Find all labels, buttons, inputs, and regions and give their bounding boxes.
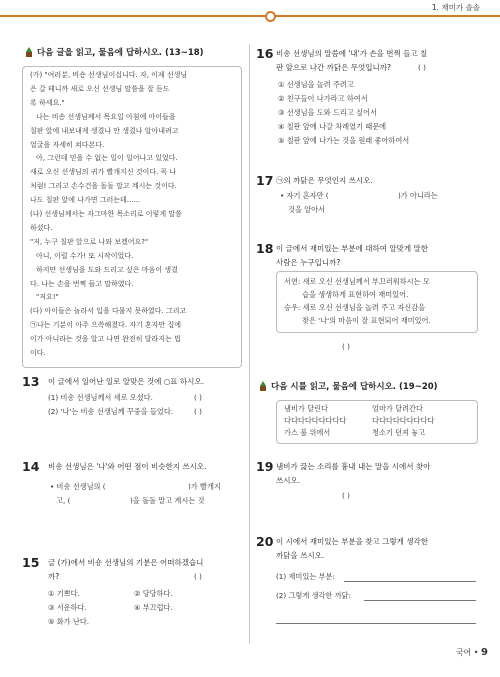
passage-line: "저요!" [36,293,59,302]
passage-line: 다. 나는 손을 번쩍 들고 말하였다. [30,279,134,288]
question-18-box-line-3: 승우: 새로 오신 선생님을 놀려 주고 자신감을 [284,303,426,312]
question-19-text-1: 냄비가 끓는 소리를 흉내 내는 말을 시에서 찾아 [276,462,431,471]
question-15-option-2[interactable]: ② 당당하다. [134,589,173,598]
question-15-option-5[interactable]: ⑤ 화가 난다. [48,617,90,626]
passage-line: 이가 아니라는 것을 알고 나면 완전히 달라지는 법 [30,335,181,344]
question-16-option-1[interactable]: ① 선생님을 놀려 주려고 [278,80,354,89]
section-2-heading [258,380,438,392]
question-17-line1-start: • 자기 혼자만 ( [280,191,329,200]
poem-left-line-3: 가스 불 위에서 [284,428,331,437]
passage-line: 아니, 이럴 수가! 또 시작이었다. [36,251,134,260]
question-20-answer-line-1[interactable] [344,581,476,582]
question-19-answer[interactable]: ( ) [342,491,350,500]
page-number: 9 [481,647,488,658]
question-15-option-3[interactable]: ③ 서운하다. [48,603,87,612]
chapter-title: 1. 재미가 솔솔 [431,3,480,12]
passage-line: 하셨다. [30,223,53,232]
question-15-option-4[interactable]: ④ 부끄럽다. [134,603,173,612]
question-19-text-2: 쓰시오. [276,476,301,485]
question-16-text-2: 판 앞으로 나간 까닭은 무엇입니까? [276,63,391,72]
question-13-item-1: (1) 비숑 선생님께서 새로 오셨다. [48,393,153,402]
section-1-heading [24,46,204,58]
pencil-icon [258,381,268,391]
question-18-box-line-2: 습을 생생하게 표현하여 재미있어. [302,290,409,299]
passage-line: 나는 비숑 선생님께서 목요일 아침에 아이들을 [36,112,176,121]
passage-line: ㉠나는 기분이 아주 으쓱해졌다. 자기 혼자만 집에 [30,321,182,330]
question-17-line1-end: )가 아니라는 [398,191,438,200]
question-18-text-1: 이 글에서 재미있는 부분에 대하여 알맞게 말한 [276,244,428,253]
passage-line: 록 하세요." [30,98,65,107]
question-16-option-5[interactable]: ⑤ 칠판 앞에 나가는 것을 원래 좋아하여서 [278,136,410,145]
question-20-text-1: 이 시에서 재미있는 부분을 찾고 그렇게 생각한 [276,537,428,546]
question-13-item-2: (2) '나'는 비숑 선생님께 꾸중을 들었다. [48,407,174,416]
question-18-text-2: 사람은 누구입니까? [276,258,341,267]
question-17-text: ㉠의 까닭은 무엇인지 쓰시오. [276,176,373,185]
poem-left-line-1: 냄비가 달린다 [284,404,328,413]
passage-line: 새로 오신 선생님의 귀가 빨개지신 것이다. 꼭 나 [30,168,177,177]
question-16-option-4[interactable]: ④ 칠판 앞에 나갈 차례였기 때문에 [278,122,387,131]
passage-line: 처럼! 그리고 손수건을 돌돌 말고 계시는 것이다. [30,182,177,191]
question-19-number: 19 [256,459,274,474]
footer-subject: 국어 [455,648,472,657]
question-20-answer-line-2[interactable] [364,600,476,601]
section-1-title: 다음 글을 읽고, 물음에 답하시오. (13~18) [37,48,204,58]
passage-line: 이다. [30,349,46,357]
header-rule [0,15,500,17]
poem-right-line-1: 엄마가 달려간다 [372,404,423,413]
question-20-sub-1: (1) 재미있는 부분: [276,572,335,581]
question-20-number: 20 [256,534,274,549]
question-18-answer[interactable]: ( ) [342,342,350,351]
passage-line: (다) 아이들은 놀라서 입을 다물지 못하였다. 그리고 [30,307,187,316]
question-13-answer-1[interactable]: ( ) [194,393,202,402]
passage-line: 하지만 선생님을 도와 드리고 싶은 마음이 생겼 [36,265,178,274]
header-dot [265,11,276,22]
question-14-line2-start: 고, ( [56,496,71,505]
passage-line: 아, 그런데 믿을 수 없는 일이 일어나고 있었다. [36,154,178,163]
question-14-line2-end: )을 돌돌 말고 계시는 것 [130,496,205,505]
question-13-answer-2[interactable]: ( ) [194,407,202,416]
question-16-option-2[interactable]: ② 친구들이 나가라고 하여서 [278,94,368,103]
question-15-number: 15 [22,555,40,570]
passage-line: 얼굴을 자세히 쳐다본다. [30,140,105,149]
poem-left-line-2: 다다다다다다다다다 [284,416,347,425]
passage-line: 칠판 앞에 내보내게 생겼나 안 생겼나 알아내려고 [30,126,179,135]
passage-line: (가) "여러분, 비숑 선생님이십니다. 자, 이제 선생님 [30,71,188,79]
passage-line: "저, 누구 칠판 앞으로 나와 보겠어요?" [30,237,149,246]
passage-line: (나) 선생님께서는 자그마한 목소리로 이렇게 말씀 [30,210,182,218]
pencil-icon [24,47,34,57]
question-14-line1-start: • 비숑 선생님의 ( [50,482,106,491]
question-15-option-1[interactable]: ① 기쁘다. [48,589,80,598]
question-17-number: 17 [256,173,274,188]
question-15-answer[interactable]: ( ) [194,572,202,581]
question-16-number: 16 [256,46,274,61]
column-divider [249,44,250,644]
section-2-title: 다음 시를 읽고, 물음에 답하시오. (19~20) [271,382,438,392]
question-20-text-2: 까닭을 쓰시오. [276,551,325,560]
question-18-number: 18 [256,241,274,256]
question-16-answer[interactable]: ( ) [418,63,426,72]
question-14-line1-end: )가 빨개지 [188,482,221,491]
passage-line: 은 갈 테니까 새로 오신 선생님 말씀을 잘 듣도 [30,84,170,93]
footer-separator: • [473,648,479,657]
question-14-text: 비숑 선생님은 '나'와 어떤 점이 비슷한지 쓰시오. [48,462,207,471]
passage-line: 나도 칠판 앞에 나가면 그러는데...... [30,196,141,205]
question-13-text: 이 글에서 일어난 일로 알맞은 것에 ○표 하시오. [48,377,205,386]
question-18-box-line-1: 서연: 새로 오신 선생님께서 부끄러워하시는 모 [284,277,430,286]
question-15-text-1: 글 (가)에서 비숑 선생님의 기분은 어떠하겠습니 [48,558,204,567]
question-18-box-line-4: 찾은 '나'의 마음이 잘 표현되어 재미있어. [302,316,431,325]
question-16-option-3[interactable]: ③ 선생님을 도와 드리고 싶어서 [278,108,377,117]
question-14-number: 14 [22,459,40,474]
question-13-number: 13 [22,374,40,389]
question-17-line2: 것을 알아서 [288,205,326,214]
page-footer [456,647,488,658]
poem-right-line-2: 다다다다다다다다다 [372,416,435,425]
question-15-text-2: 까? [48,572,60,581]
question-20-answer-line-3[interactable] [276,623,476,624]
question-16-text-1: 비숑 선생님의 말씀에 '내'가 손을 번쩍 들고 칠 [276,49,428,58]
poem-right-line-3: 청소기 던져 놓고 [372,428,426,437]
question-20-sub-2: (2) 그렇게 생각한 까닭: [276,591,352,600]
